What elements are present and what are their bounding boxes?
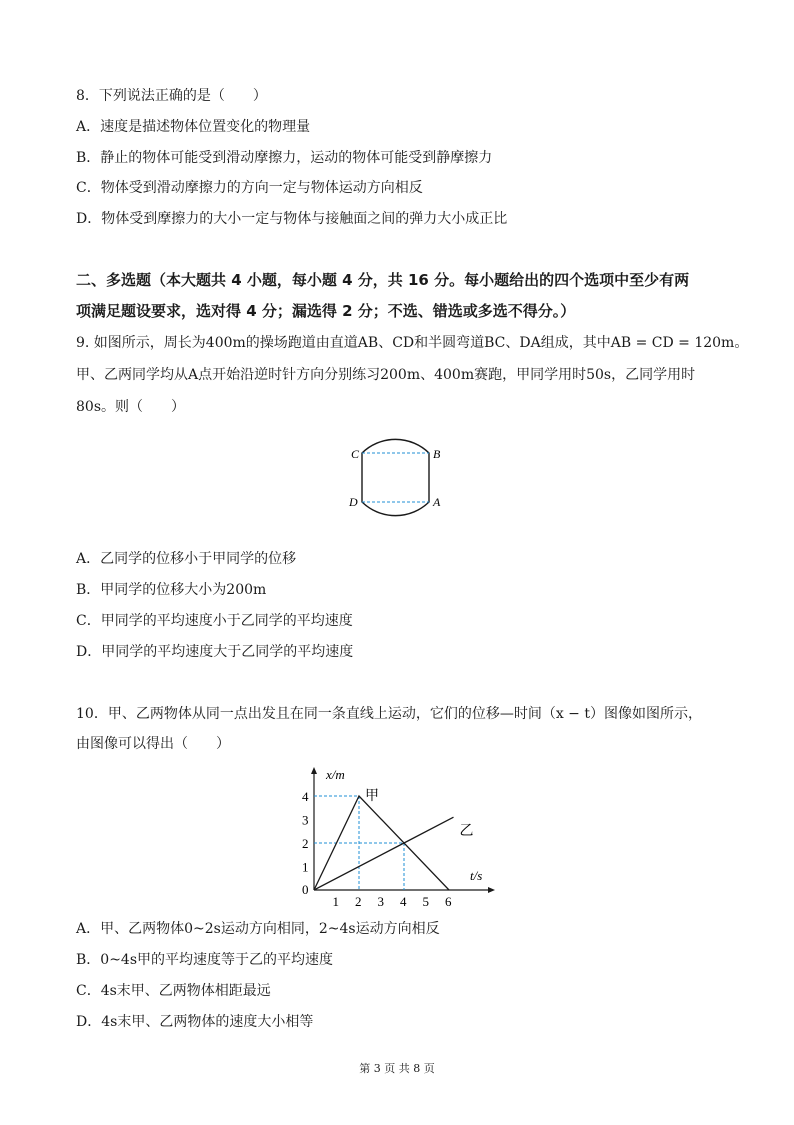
q8-option-b: B．静止的物体可能受到滑动摩擦力，运动的物体可能受到静摩擦力 xyxy=(76,150,493,166)
x-tick-label-4: 4 xyxy=(400,894,407,909)
q8-stem: 8．下列说法正确的是（ ） xyxy=(76,88,267,104)
track-label-a: A xyxy=(433,495,441,509)
series-label-jia: 甲 xyxy=(365,789,379,804)
track-label-d: D xyxy=(349,495,358,509)
q9-stem-line3: 80s。则（ ） xyxy=(76,399,185,415)
q8-option-d: D．物体受到摩擦力的大小一定与物体与接触面之间的弹力大小成正比 xyxy=(76,211,508,227)
series-label-yi: 乙 xyxy=(459,824,474,840)
series-line-1 xyxy=(314,817,454,890)
x-tick-label-6: 6 xyxy=(445,894,452,909)
q9-option-a: A．乙同学的位移小于甲同学的位移 xyxy=(76,551,297,567)
y-tick-label-3: 3 xyxy=(302,812,309,828)
section-heading-line2: 项满足题设要求，选对得 4 分；漏选得 2 分；不选、错选或多选不得分。） xyxy=(76,302,576,320)
q10-stem-line1: 10．甲、乙两物体从同一点出发且在同一条直线上运动，它们的位移—时间（x − t）图像如图所示， xyxy=(76,706,702,722)
x-axis-arrow xyxy=(488,887,495,893)
page-footer: 第 3 页 共 8 页 xyxy=(359,1062,435,1075)
y-tick-label-2: 2 xyxy=(302,836,309,851)
track-label-c: C xyxy=(351,447,360,461)
xt-chart xyxy=(290,762,500,912)
x-tick-label-5: 5 xyxy=(422,894,429,909)
track-outline xyxy=(362,439,429,515)
q9-stem-line1: 9. 如图所示，周长为400m的操场跑道由直道AB、CD和半圆弯道BC、DA组成，其中AB = CD = 120m。 xyxy=(76,335,749,351)
q9-stem-line2: 甲、乙两同学均从A点开始沿逆时针方向分别练习200m、400m赛跑，甲同学用时50s，乙同学用时 xyxy=(76,367,696,383)
track-label-b: B xyxy=(433,447,441,461)
section-heading-line1: 二、多选题（本大题共 4 小题，每小题 4 分，共 16 分。每小题给出的四个选项中至少有两 xyxy=(76,271,690,289)
y-tick-label-4: 4 xyxy=(302,789,309,804)
q9-option-b: B．甲同学的位移大小为200m xyxy=(76,582,267,598)
q9-option-c: C．甲同学的平均速度小于乙同学的平均速度 xyxy=(76,613,353,629)
x-tick-label-0: 0 xyxy=(302,882,309,897)
q8-option-a: A．速度是描述物体位置变化的物理量 xyxy=(76,119,311,135)
q9-option-d: D．甲同学的平均速度大于乙同学的平均速度 xyxy=(76,644,354,660)
x-axis-label: t/s xyxy=(470,868,483,883)
q10-option-a: A．甲、乙两物体0~2s运动方向相同，2~4s运动方向相反 xyxy=(76,921,440,937)
x-tick-label-1: 1 xyxy=(332,894,339,909)
q8-option-c: C．物体受到滑动摩擦力的方向一定与物体运动方向相反 xyxy=(76,180,423,196)
q10-option-c: C．4s末甲、乙两物体相距最远 xyxy=(76,983,271,999)
q10-stem-line2: 由图像可以得出（ ） xyxy=(76,736,230,752)
q10-option-b: B．0~4s甲的平均速度等于乙的平均速度 xyxy=(76,952,334,968)
x-tick-label-3: 3 xyxy=(377,894,384,909)
q10-option-d: D．4s末甲、乙两物体的速度大小相等 xyxy=(76,1014,314,1030)
y-axis-arrow xyxy=(311,767,317,774)
y-tick-label-1: 1 xyxy=(302,859,309,875)
x-tick-label-2: 2 xyxy=(355,894,362,909)
track-diagram xyxy=(340,416,460,540)
y-axis-label: x/m xyxy=(326,767,345,782)
